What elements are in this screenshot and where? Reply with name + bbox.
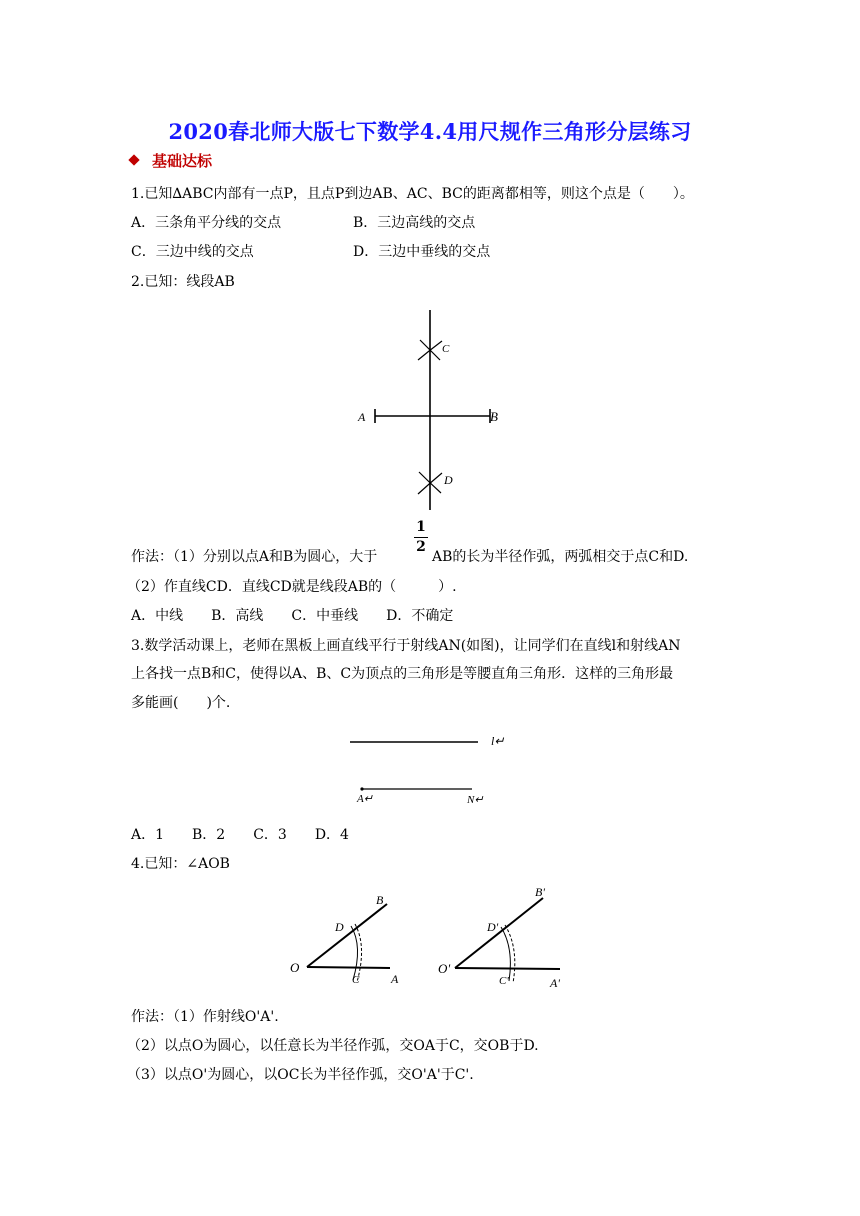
perpendicular-bisector-figure bbox=[350, 305, 510, 515]
fig4-label-d: D bbox=[335, 920, 344, 934]
section-heading bbox=[130, 150, 212, 171]
q2-method-1-cont: AB的长为半径作弧，两弧相交于点C和D. bbox=[432, 549, 689, 565]
page-title: 2020春北师大版七下数学4.4用尺规作三角形分层练习 bbox=[168, 119, 692, 144]
q2-method-1: 作法：（1）分别以点A和B为圆心，大于 bbox=[131, 549, 378, 565]
q3-line-3: 多能画( )个. bbox=[131, 695, 231, 711]
q2-stem: 2.已知：线段AB bbox=[131, 274, 235, 290]
q2-options: A．中线 B．高线 C．中垂线 D．不确定 bbox=[131, 608, 454, 624]
fig4-label-b-prime: B' bbox=[535, 885, 545, 899]
q2-method-2: （2）作直线CD．直线CD就是线段AB的（ ）. bbox=[127, 579, 457, 595]
fig4-label-c: C bbox=[352, 974, 360, 986]
fig4-label-a: A bbox=[391, 972, 399, 986]
q3-options: A．1 B．2 C．3 D．4 bbox=[131, 827, 349, 843]
fraction-one-half bbox=[414, 520, 428, 555]
q3-line-2: 上各找一点B和C，使得以A、B、C为顶点的三角形是等腰直角三角形．这样的三角形最 bbox=[131, 666, 674, 682]
fraction-denominator: 2 bbox=[416, 539, 426, 555]
angle-figure-original bbox=[285, 882, 415, 992]
q4-stem: 4.已知：∠AOB bbox=[131, 856, 230, 872]
q1-option-d: D．三边中垂线的交点 bbox=[353, 244, 491, 260]
fig2-label-b: B bbox=[490, 409, 498, 424]
q1-option-b: B．三边高线的交点 bbox=[353, 215, 476, 231]
q1-stem: 1.已知∆ABC内部有一点P，且点P到边AB、AC、BC的距离都相等，则这个点是（ ）。 bbox=[131, 186, 694, 202]
q1-option-c: C．三边中线的交点 bbox=[131, 244, 254, 260]
parallel-lines-figure bbox=[345, 730, 515, 810]
fig3-label-l: l↵ bbox=[491, 734, 505, 748]
section-label: 基础达标 bbox=[152, 152, 213, 170]
fig2-label-c: C bbox=[442, 343, 450, 355]
fig4-label-o: O bbox=[290, 960, 300, 975]
fig4-label-b: B bbox=[376, 893, 384, 907]
fig3-label-n: N↵ bbox=[467, 794, 484, 806]
q4-step-2: （2）以点O为圆心，以任意长为半径作弧，交OA于C，交OB于D. bbox=[127, 1038, 539, 1054]
fraction-numerator: 1 bbox=[416, 519, 426, 535]
fig3-label-a: A↵ bbox=[357, 793, 373, 805]
fig2-label-d: D bbox=[444, 473, 453, 487]
q4-step-3: （3）以点O'为圆心，以OC长为半径作弧，交O'A'于C'. bbox=[127, 1067, 474, 1083]
angle-figure-copy bbox=[435, 878, 575, 998]
fig4-label-c-prime: C' bbox=[499, 975, 509, 987]
q4-step-1: 作法：（1）作射线O'A'. bbox=[131, 1009, 279, 1025]
q3-line-1: 3.数学活动课上，老师在黑板上画直线平行于射线AN(如图)，让同学们在直线l和射线AN bbox=[131, 638, 681, 654]
diamond-bullet-icon bbox=[128, 154, 139, 165]
q1-option-a: A．三条角平分线的交点 bbox=[131, 215, 282, 231]
fig4-label-a-prime: A' bbox=[550, 976, 560, 990]
fig4-label-o-prime: O' bbox=[438, 961, 451, 976]
fig2-label-a: A bbox=[358, 410, 366, 424]
fig4-label-d-prime: D' bbox=[487, 920, 499, 934]
